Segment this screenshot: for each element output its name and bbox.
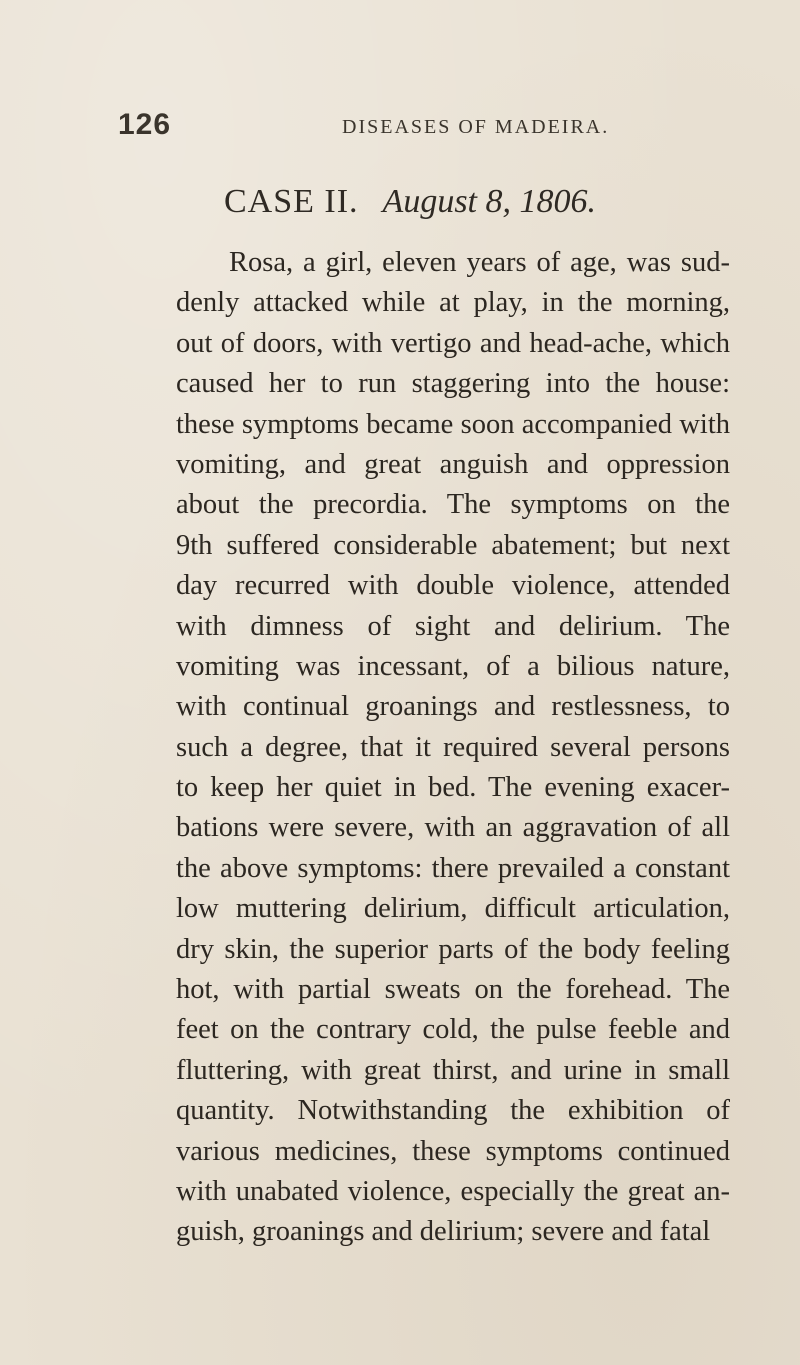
text-line: denly attacked while at play, in the morning,: [176, 287, 730, 319]
text-line: guish, groanings and delirium; severe and fatal: [176, 1216, 711, 1248]
text-line: with unabated violence, especially the great an-: [176, 1175, 730, 1207]
text-line: caused her to run staggering into the house:: [176, 368, 730, 400]
running-head: [118, 108, 718, 148]
text-line: the above symptoms: there prevailed a constant: [176, 852, 730, 884]
text-line: low muttering delirium, difficult articulation,: [176, 893, 730, 925]
text-line: dry skin, the superior parts of the body feeling: [176, 933, 730, 965]
text-line: with dimness of sight and delirium. The: [176, 610, 730, 642]
text-line: with continual groanings and restlessness, to: [176, 691, 730, 723]
text-line: day recurred with double violence, attended: [176, 570, 730, 602]
running-title: DISEASES OF MADEIRA.: [342, 116, 610, 138]
text-line: bations were severe, with an aggravation of all: [176, 812, 730, 844]
text-line: various medicines, these symptoms continued: [176, 1135, 730, 1167]
text-line: fluttering, with great thirst, and urine in small: [176, 1054, 730, 1086]
text-line: quantity. Notwithstanding the exhibition of: [176, 1095, 730, 1127]
text-line: vomiting was incessant, of a bilious nature,: [176, 650, 730, 682]
text-line: about the precordia. The symptoms on the: [176, 489, 730, 521]
text-line: vomiting, and great anguish and oppression: [176, 448, 730, 480]
text-line: feet on the contrary cold, the pulse feeble and: [176, 1014, 730, 1046]
case-heading: [0, 181, 800, 222]
page-number: 126: [118, 108, 172, 141]
text-line: Rosa, a girl, eleven years of age, was sud-: [229, 247, 730, 278]
text-line: out of doors, with vertigo and head-ache, which: [176, 327, 730, 359]
case-label: CASE II.: [223, 183, 359, 220]
text-line: to keep her quiet in bed. The evening exacer-: [176, 772, 730, 804]
body-text: [176, 243, 730, 1253]
case-date: August 8, 1806.: [382, 183, 596, 220]
text-line: hot, with partial sweats on the forehead. The: [176, 974, 730, 1006]
text-line: 9th suffered considerable abatement; but next: [176, 529, 730, 561]
text-line: such a degree, that it required several persons: [176, 731, 730, 763]
text-line: these symptoms became soon accompanied with: [176, 408, 730, 440]
